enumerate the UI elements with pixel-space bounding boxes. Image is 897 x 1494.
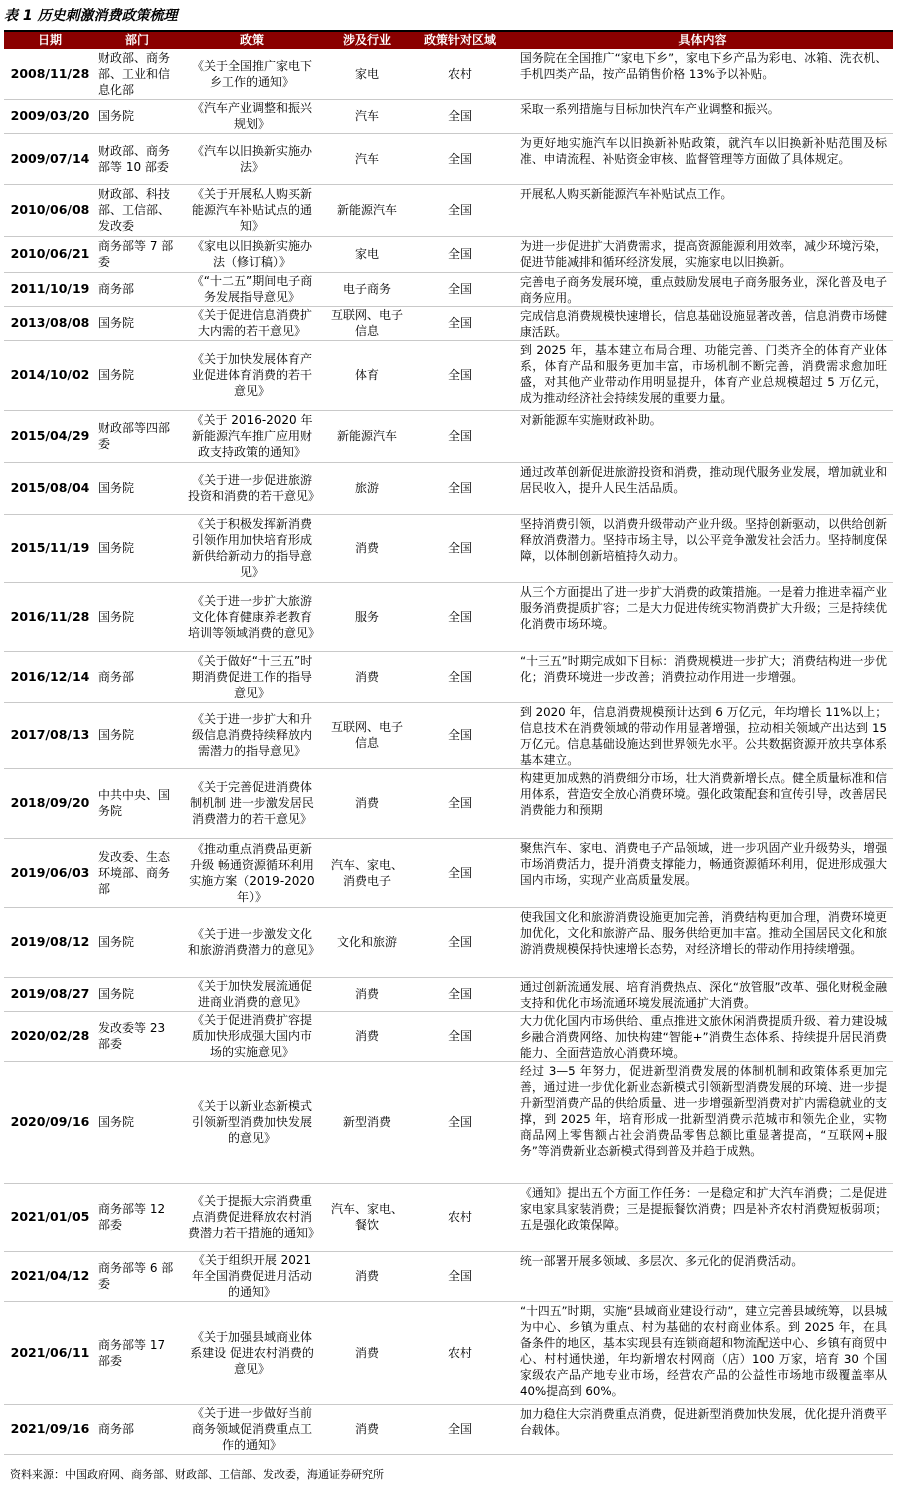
table-row	[4, 184, 893, 236]
table-row	[4, 340, 893, 410]
row-dept: 国务院	[96, 702, 178, 768]
row-region: 全国	[408, 838, 512, 907]
row-region: 农村	[408, 1183, 512, 1251]
row-date: 2016/12/14	[4, 651, 96, 702]
row-dept: 国务院	[96, 514, 178, 582]
table-row	[4, 462, 893, 514]
row-industry: 消费	[326, 514, 408, 582]
row-detail: 完成信息消费规模快速增长，信息基础设施显著改善，信息消费市场健康活跃。	[512, 306, 893, 340]
row-detail: 《通知》提出五个方面工作任务：一是稳定和扩大汽车消费；二是促进家电家具家装消费；三是提振餐饮消费；四是补齐农村消费短板弱项；五是强化政策保障。	[512, 1183, 893, 1251]
row-policy: 《“十二五”期间电子商务发展指导意见》	[178, 272, 326, 306]
row-detail: 统一部署开展多领域、多层次、多元化的促消费活动。	[512, 1251, 893, 1301]
row-policy: 《关于进一步做好当前商务领域促消费重点工作的通知》	[178, 1404, 326, 1454]
row-date: 2018/09/20	[4, 768, 96, 838]
table-row	[4, 1404, 893, 1454]
row-region: 全国	[408, 907, 512, 977]
table-row	[4, 133, 893, 184]
row-region: 全国	[408, 1061, 512, 1183]
row-dept: 商务部	[96, 651, 178, 702]
row-industry: 消费	[326, 977, 408, 1011]
row-industry: 汽车、家电、餐饮	[326, 1183, 408, 1251]
row-industry: 消费	[326, 651, 408, 702]
row-detail: “十三五”时期完成如下目标：消费规模进一步扩大；消费结构进一步优化；消费环境进一步改善；消费拉动作用进一步增强。	[512, 651, 893, 702]
row-detail: 对新能源车实施财政补助。	[512, 410, 893, 462]
row-dept: 国务院	[96, 907, 178, 977]
row-policy: 《关于以新业态新模式引领新型消费加快发展的意见》	[178, 1061, 326, 1183]
row-industry: 文化和旅游	[326, 907, 408, 977]
table-row	[4, 410, 893, 462]
row-date: 2010/06/21	[4, 236, 96, 272]
row-detail: 到 2025 年，基本建立布局合理、功能完善、门类齐全的体育产业体系，体育产品和服务更加丰富，市场机制不断完善，消费需求愈加旺盛，对其他产业带动作用明显提升，体育产业总规模超过 5 万亿元，成为推动经济社会持续发展的重要力量。	[512, 340, 893, 410]
table-title: 表 1 历史刺激消费政策梳理	[4, 8, 178, 24]
row-region: 全国	[408, 99, 512, 133]
row-policy: 《汽车产业调整和振兴规划》	[178, 99, 326, 133]
policy-table	[4, 32, 893, 1455]
row-industry: 互联网、电子信息	[326, 702, 408, 768]
table-row	[4, 514, 893, 582]
row-date: 2021/09/16	[4, 1404, 96, 1454]
col-header-policy: 政策	[178, 32, 326, 49]
row-industry: 服务	[326, 582, 408, 651]
row-policy: 《关于进一步扩大旅游文化体育健康养老教育培训等领域消费的意见》	[178, 582, 326, 651]
row-dept: 发改委、生态环境部、商务部	[96, 838, 178, 907]
row-industry: 家电	[326, 236, 408, 272]
row-detail: 完善电子商务发展环境，重点鼓励发展电子商务服务业，深化普及电子商务应用。	[512, 272, 893, 306]
table-row	[4, 272, 893, 306]
row-dept: 财政部、商务部、工业和信息化部	[96, 49, 178, 99]
table-row	[4, 838, 893, 907]
row-detail: 加力稳住大宗消费重点消费，促进新型消费加快发展，优化提升消费平台载体。	[512, 1404, 893, 1454]
row-dept: 国务院	[96, 582, 178, 651]
row-date: 2020/02/28	[4, 1011, 96, 1061]
row-detail: 构建更加成熟的消费细分市场，壮大消费新增长点。健全质量标准和信用体系，营造安全放心消费环境。强化政策配套和宣传引导，改善居民消费能力和预期	[512, 768, 893, 838]
row-policy: 《关于完善促进消费体制机制 进一步激发居民消费潜力的若干意见》	[178, 768, 326, 838]
row-region: 全国	[408, 768, 512, 838]
row-date: 2015/08/04	[4, 462, 96, 514]
table-row	[4, 768, 893, 838]
row-detail: 通过创新流通发展、培育消费热点、深化“放管服”改革、强化财税金融支持和优化市场流通环境发展流通扩大消费。	[512, 977, 893, 1011]
row-industry: 旅游	[326, 462, 408, 514]
row-date: 2009/07/14	[4, 133, 96, 184]
row-date: 2020/09/16	[4, 1061, 96, 1183]
row-detail: 坚持消费引领，以消费升级带动产业升级。坚持创新驱动，以供给创新释放消费潜力。坚持市场主导，以公平竞争激发社会活力。坚持制度保障，以体制创新培植持久动力。	[512, 514, 893, 582]
table-row	[4, 49, 893, 99]
table-row	[4, 99, 893, 133]
row-dept: 商务部等 12 部委	[96, 1183, 178, 1251]
row-industry: 家电	[326, 49, 408, 99]
row-dept: 国务院	[96, 1061, 178, 1183]
row-region: 全国	[408, 702, 512, 768]
table-row	[4, 651, 893, 702]
table-row	[4, 306, 893, 340]
row-region: 全国	[408, 651, 512, 702]
row-industry: 消费	[326, 1251, 408, 1301]
row-industry: 新能源汽车	[326, 184, 408, 236]
row-detail: 为进一步促进扩大消费需求，提高资源能源利用效率，减少环境污染，促进节能减排和循环经济发展，实施家电以旧换新。	[512, 236, 893, 272]
row-dept: 发改委等 23 部委	[96, 1011, 178, 1061]
row-dept: 国务院	[96, 977, 178, 1011]
row-date: 2021/04/12	[4, 1251, 96, 1301]
table-row	[4, 977, 893, 1011]
row-industry: 体育	[326, 340, 408, 410]
row-dept: 商务部等 17 部委	[96, 1301, 178, 1404]
table-row	[4, 1183, 893, 1251]
row-date: 2013/08/08	[4, 306, 96, 340]
row-date: 2021/01/05	[4, 1183, 96, 1251]
row-dept: 中共中央、国务院	[96, 768, 178, 838]
row-region: 全国	[408, 514, 512, 582]
row-policy: 《关于促进信息消费扩大内需的若干意见》	[178, 306, 326, 340]
row-policy: 《关于组织开展 2021 年全国消费促进月活动的通知》	[178, 1251, 326, 1301]
row-policy: 《关于做好“十三五”时期消费促进工作的指导意见》	[178, 651, 326, 702]
table-row	[4, 907, 893, 977]
row-detail: 采取一系列措施与目标加快汽车产业调整和振兴。	[512, 99, 893, 133]
row-detail: 大力优化国内市场供给、重点推进文旅休闲消费提质升级、着力建设城乡融合消费网络、加快构建“智能+”消费生态体系、持续提升居民消费能力、全面营造放心消费环境。	[512, 1011, 893, 1061]
row-region: 全国	[408, 582, 512, 651]
row-region: 农村	[408, 49, 512, 99]
row-dept: 商务部等 7 部委	[96, 236, 178, 272]
row-policy: 《关于进一步促进旅游投资和消费的若干意见》	[178, 462, 326, 514]
row-policy: 《推动重点消费品更新升级 畅通资源循环利用实施方案（2019-2020 年）》	[178, 838, 326, 907]
row-region: 全国	[408, 340, 512, 410]
row-detail: 通过改革创新促进旅游投资和消费，推动现代服务业发展，增加就业和居民收入，提升人民生活品质。	[512, 462, 893, 514]
row-region: 全国	[408, 306, 512, 340]
row-policy: 《家电以旧换新实施办法（修订稿）》	[178, 236, 326, 272]
row-policy: 《关于促进消费扩容提质加快形成强大国内市场的实施意见》	[178, 1011, 326, 1061]
row-industry: 电子商务	[326, 272, 408, 306]
row-region: 全国	[408, 410, 512, 462]
row-policy: 《关于 2016-2020 年新能源汽车推广应用财政支持政策的通知》	[178, 410, 326, 462]
row-region: 全国	[408, 977, 512, 1011]
table-row	[4, 582, 893, 651]
row-detail: 经过 3—5 年努力，促进新型消费发展的体制机制和政策体系更加完善，通过进一步优化新业态新模式引领新型消费发展的环境、进一步提升新型消费产品的供给质量、进一步增强新型消费对扩内需稳就业的支撑，到 2025 年，培育形成一批新型消费示范城市和领先企业，实物商品网上零售额占社会消费品零售总额比重显著提高，“互联网+服务”等消费新业态新模式得到普及并趋于成熟。	[512, 1061, 893, 1183]
row-region: 全国	[408, 1404, 512, 1454]
row-date: 2015/04/29	[4, 410, 96, 462]
row-detail: 开展私人购买新能源汽车补贴试点工作。	[512, 184, 893, 236]
row-dept: 商务部等 6 部委	[96, 1251, 178, 1301]
row-dept: 财政部、科技部、工信部、发改委	[96, 184, 178, 236]
row-dept: 财政部等四部委	[96, 410, 178, 462]
row-date: 2014/10/02	[4, 340, 96, 410]
row-dept: 国务院	[96, 306, 178, 340]
row-dept: 商务部	[96, 1404, 178, 1454]
row-date: 2017/08/13	[4, 702, 96, 768]
row-policy: 《汽车以旧换新实施办法》	[178, 133, 326, 184]
col-header-detail: 具体内容	[512, 32, 893, 49]
table-row	[4, 702, 893, 768]
row-industry: 汽车	[326, 99, 408, 133]
row-policy: 《关于加强县域商业体系建设 促进农村消费的意见》	[178, 1301, 326, 1404]
row-region: 全国	[408, 133, 512, 184]
row-policy: 《关于进一步扩大和升级信息消费持续释放内需潜力的指导意见》	[178, 702, 326, 768]
row-region: 农村	[408, 1301, 512, 1404]
row-date: 2021/06/11	[4, 1301, 96, 1404]
row-dept: 财政部、商务部等 10 部委	[96, 133, 178, 184]
row-detail: 从三个方面提出了进一步扩大消费的政策措施。一是着力推进幸福产业服务消费提质扩容；二是大力促进传统实物消费扩大升级；三是持续优化消费市场环境。	[512, 582, 893, 651]
row-industry: 消费	[326, 768, 408, 838]
row-dept: 国务院	[96, 462, 178, 514]
row-date: 2011/10/19	[4, 272, 96, 306]
row-industry: 汽车	[326, 133, 408, 184]
row-date: 2019/06/03	[4, 838, 96, 907]
row-detail: 到 2020 年，信息消费规模预计达到 6 万亿元，年均增长 11%以上；信息技术在消费领域的带动作用显著增强，拉动相关领域产出达到 15 万亿元。信息基础设施达到世界领先水平。公共数据资源开放共享体系基本建立。	[512, 702, 893, 768]
row-industry: 新型消费	[326, 1061, 408, 1183]
row-policy: 《关于开展私人购买新能源汽车补贴试点的通知》	[178, 184, 326, 236]
row-date: 2016/11/28	[4, 582, 96, 651]
table-header-row	[4, 32, 893, 49]
row-region: 全国	[408, 1251, 512, 1301]
row-date: 2019/08/27	[4, 977, 96, 1011]
row-industry: 消费	[326, 1301, 408, 1404]
row-industry: 消费	[326, 1404, 408, 1454]
row-region: 全国	[408, 236, 512, 272]
row-detail: 聚焦汽车、家电、消费电子产品领域，进一步巩固产业升级势头，增强市场消费活力，提升消费支撑能力，畅通资源循环利用，促进形成强大国内市场，实现产业高质量发展。	[512, 838, 893, 907]
row-industry: 互联网、电子信息	[326, 306, 408, 340]
table-row	[4, 236, 893, 272]
table-row	[4, 1301, 893, 1404]
row-dept: 国务院	[96, 99, 178, 133]
row-region: 全国	[408, 184, 512, 236]
row-industry: 新能源汽车	[326, 410, 408, 462]
row-dept: 国务院	[96, 340, 178, 410]
row-dept: 商务部	[96, 272, 178, 306]
row-detail: 国务院在全国推广“家电下乡”，家电下乡产品为彩电、冰箱、洗衣机、手机四类产品，按产品销售价格 13%予以补贴。	[512, 49, 893, 99]
row-region: 全国	[408, 272, 512, 306]
row-date: 2009/03/20	[4, 99, 96, 133]
row-detail: 为更好地实施汽车以旧换新补贴政策，就汽车以旧换新补贴范围及标准、申请流程、补贴资金审核、监督管理等方面做了具体规定。	[512, 133, 893, 184]
row-policy: 《关于进一步激发文化和旅游消费潜力的意见》	[178, 907, 326, 977]
row-policy: 《关于提振大宗消费重点消费促进释放农村消费潜力若干措施的通知》	[178, 1183, 326, 1251]
row-industry: 汽车、家电、消费电子	[326, 838, 408, 907]
row-policy: 《关于全国推广家电下乡工作的通知》	[178, 49, 326, 99]
row-detail: “十四五”时期，实施“县域商业建设行动”，建立完善县域统筹，以县城为中心、乡镇为重点、村为基础的农村商业体系。到 2025 年，在具备条件的地区，基本实现县有连锁商超和物流配送中心、乡镇有商贸中心、村村通快递，年均新增农村网商（店）100 万家，培育 30 个国家级农产品产地专业市场，经营农产品的公益性市场地市级覆盖率从 40%提高到 60%。	[512, 1301, 893, 1404]
table-row	[4, 1061, 893, 1183]
row-policy: 《关于加快发展流通促进商业消费的意见》	[178, 977, 326, 1011]
col-header-date: 日期	[4, 32, 96, 49]
row-date: 2010/06/08	[4, 184, 96, 236]
row-date: 2015/11/19	[4, 514, 96, 582]
col-header-region: 政策针对区域	[408, 32, 512, 49]
row-region: 全国	[408, 462, 512, 514]
row-detail: 使我国文化和旅游消费设施更加完善，消费结构更加合理，消费环境更加优化，文化和旅游产品、服务供给更加丰富。推动全国居民文化和旅游消费规模保持快速增长态势，对经济增长的带动作用持续增强。	[512, 907, 893, 977]
row-date: 2008/11/28	[4, 49, 96, 99]
row-policy: 《关于加快发展体育产业促进体育消费的若干意见》	[178, 340, 326, 410]
row-policy: 《关于积极发挥新消费引领作用加快培育形成新供给新动力的指导意见》	[178, 514, 326, 582]
row-region: 全国	[408, 1011, 512, 1061]
table-row	[4, 1251, 893, 1301]
row-date: 2019/08/12	[4, 907, 96, 977]
col-header-dept: 部门	[96, 32, 178, 49]
row-industry: 消费	[326, 1011, 408, 1061]
col-header-industry: 涉及行业	[326, 32, 408, 49]
table-row	[4, 1011, 893, 1061]
source-note: 资料来源：中国政府网、商务部、财政部、工信部、发改委，海通证券研究所	[10, 1468, 384, 1481]
